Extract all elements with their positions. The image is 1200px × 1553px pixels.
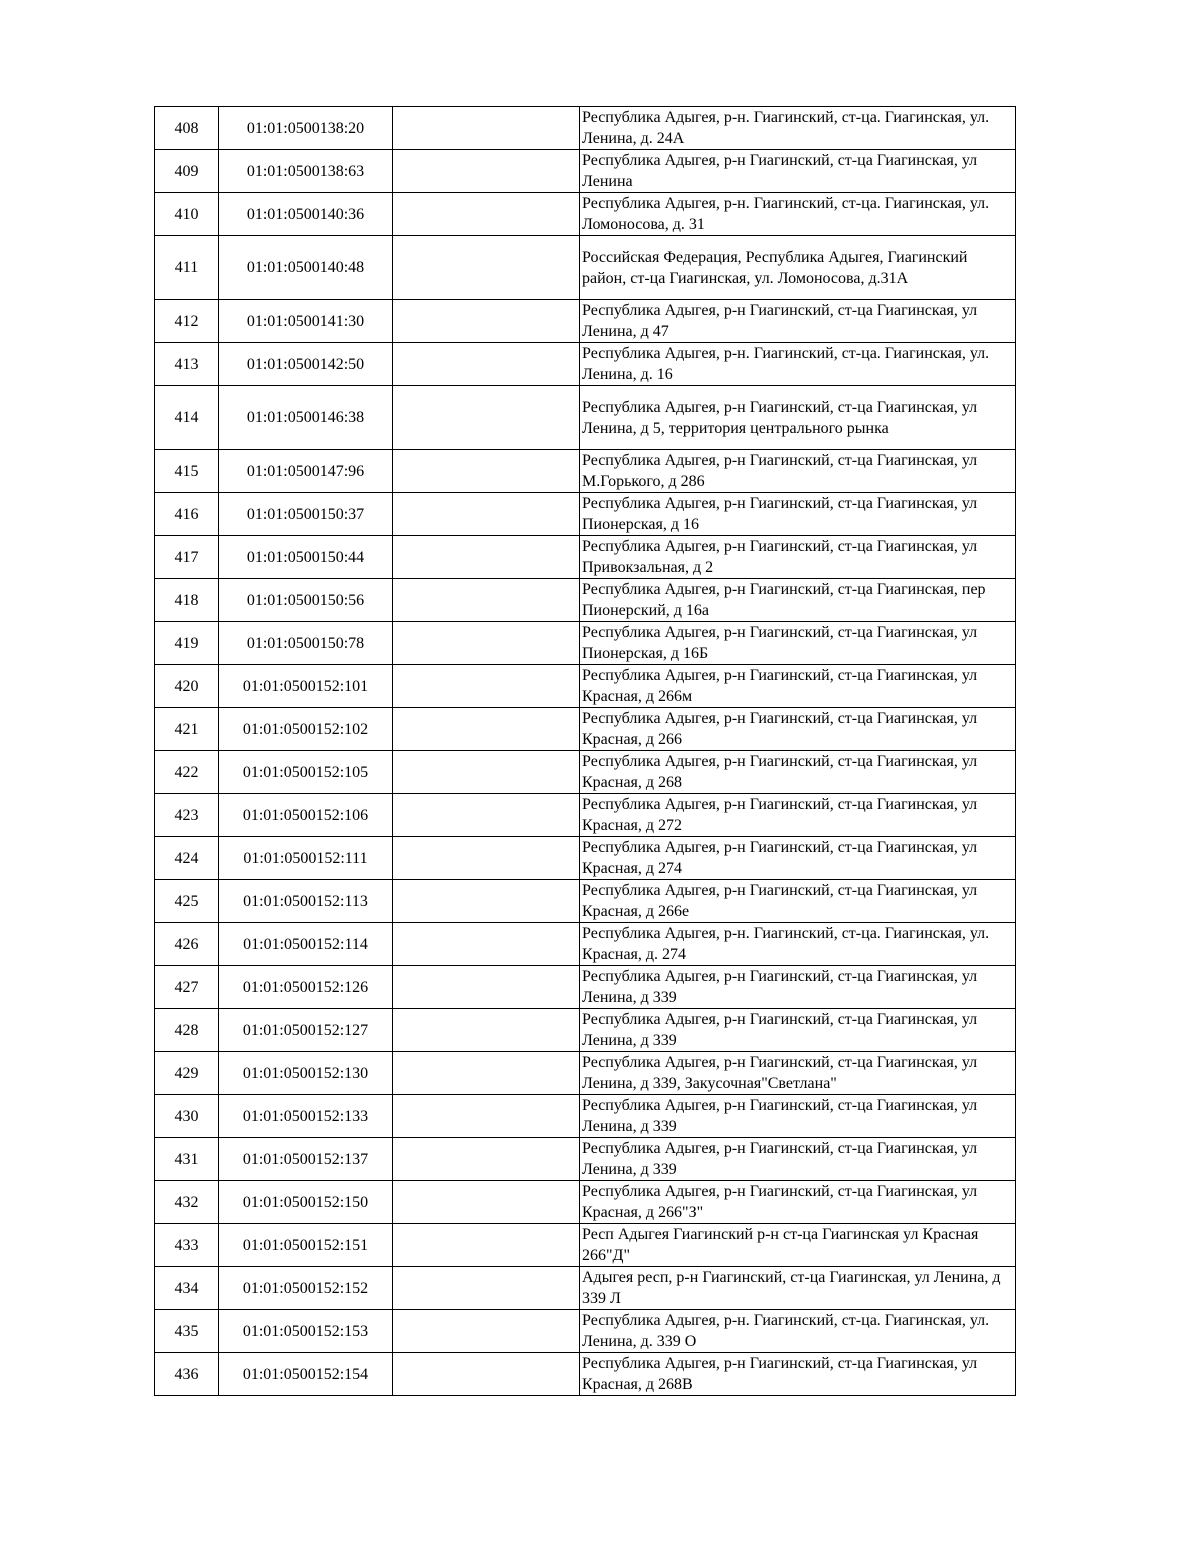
table-row [155,837,1016,880]
row-number: 425 [155,880,219,923]
empty-cell [393,450,580,493]
empty-cell [393,1267,580,1310]
cadastral-number: 01:01:0500147:96 [219,450,393,493]
table-row [155,236,1016,300]
table-row [155,343,1016,386]
table-row [155,579,1016,622]
empty-cell [393,1310,580,1353]
cadastral-number: 01:01:0500152:150 [219,1181,393,1224]
cadastral-number: 01:01:0500152:133 [219,1095,393,1138]
empty-cell [393,1095,580,1138]
table-row [155,1310,1016,1353]
address: Респ Адыгея Гиагинский р-н ст-ца Гиагинская ул Красная 266"Д" [580,1224,1016,1267]
cadastral-number: 01:01:0500152:114 [219,923,393,966]
table-row [155,536,1016,579]
empty-cell [393,150,580,193]
address: Республика Адыгея, р-н. Гиагинский, ст-ца. Гиагинская, ул. Ленина, д. 24А [580,107,1016,150]
empty-cell [393,236,580,300]
row-number: 411 [155,236,219,300]
row-number: 413 [155,343,219,386]
empty-cell [393,1224,580,1267]
table-row [155,1009,1016,1052]
row-number: 432 [155,1181,219,1224]
empty-cell [393,493,580,536]
cadastral-number: 01:01:0500152:101 [219,665,393,708]
empty-cell [393,343,580,386]
table-row [155,450,1016,493]
row-number: 419 [155,622,219,665]
table-row [155,493,1016,536]
cadastral-number: 01:01:0500152:111 [219,837,393,880]
table-row [155,1181,1016,1224]
address: Республика Адыгея, р-н. Гиагинский, ст-ца. Гиагинская, ул. Ленина, д. 16 [580,343,1016,386]
table-row [155,1353,1016,1396]
empty-cell [393,837,580,880]
row-number: 409 [155,150,219,193]
table-row [155,708,1016,751]
address: Республика Адыгея, р-н Гиагинский, ст-ца Гиагинская, ул Красная, д 266м [580,665,1016,708]
table-row [155,966,1016,1009]
cadastral-number: 01:01:0500152:126 [219,966,393,1009]
row-number: 431 [155,1138,219,1181]
table-row [155,622,1016,665]
empty-cell [393,1353,580,1396]
address: Республика Адыгея, р-н Гиагинский, ст-ца Гиагинская, ул Пионерская, д 16 [580,493,1016,536]
table-row [155,1267,1016,1310]
cadastral-number: 01:01:0500140:48 [219,236,393,300]
row-number: 435 [155,1310,219,1353]
address: Республика Адыгея, р-н. Гиагинский, ст-ца. Гиагинская, ул. Красная, д. 274 [580,923,1016,966]
row-number: 418 [155,579,219,622]
row-number: 412 [155,300,219,343]
address: Республика Адыгея, р-н Гиагинский, ст-ца Гиагинская, ул Красная, д 266 [580,708,1016,751]
land-plot-table [154,106,1016,1396]
row-number: 416 [155,493,219,536]
table-row [155,665,1016,708]
cadastral-number: 01:01:0500152:105 [219,751,393,794]
address: Республика Адыгея, р-н Гиагинский, ст-ца Гиагинская, ул Привокзальная, д 2 [580,536,1016,579]
empty-cell [393,665,580,708]
row-number: 421 [155,708,219,751]
row-number: 420 [155,665,219,708]
empty-cell [393,579,580,622]
cadastral-number: 01:01:0500150:56 [219,579,393,622]
cadastral-number: 01:01:0500142:50 [219,343,393,386]
address: Республика Адыгея, р-н Гиагинский, ст-ца Гиагинская, ул Красная, д 274 [580,837,1016,880]
empty-cell [393,1181,580,1224]
table-row [155,751,1016,794]
cadastral-number: 01:01:0500152:130 [219,1052,393,1095]
empty-cell [393,966,580,1009]
address: Республика Адыгея, р-н Гиагинский, ст-ца Гиагинская, ул Ленина, д 339, Закусочная"Светлана" [580,1052,1016,1095]
cadastral-number: 01:01:0500146:38 [219,386,393,450]
empty-cell [393,386,580,450]
address: Республика Адыгея, р-н Гиагинский, ст-ца Гиагинская, пер Пионерский, д 16а [580,579,1016,622]
row-number: 415 [155,450,219,493]
table-row [155,386,1016,450]
cadastral-number: 01:01:0500138:63 [219,150,393,193]
table-row [155,1095,1016,1138]
row-number: 430 [155,1095,219,1138]
table-row [155,1052,1016,1095]
address: Республика Адыгея, р-н Гиагинский, ст-ца Гиагинская, ул Ленина, д 339 [580,1138,1016,1181]
empty-cell [393,107,580,150]
table-row [155,150,1016,193]
empty-cell [393,193,580,236]
table-row [155,923,1016,966]
row-number: 427 [155,966,219,1009]
address: Республика Адыгея, р-н Гиагинский, ст-ца Гиагинская, ул Ленина, д 339 [580,1095,1016,1138]
row-number: 417 [155,536,219,579]
address: Республика Адыгея, р-н Гиагинский, ст-ца Гиагинская, ул Ленина [580,150,1016,193]
address: Республика Адыгея, р-н Гиагинский, ст-ца Гиагинская, ул Красная, д 266е [580,880,1016,923]
table-row [155,1138,1016,1181]
row-number: 414 [155,386,219,450]
cadastral-number: 01:01:0500152:154 [219,1353,393,1396]
address: Республика Адыгея, р-н Гиагинский, ст-ца Гиагинская, ул Красная, д 268 [580,751,1016,794]
table-body [155,107,1016,1396]
cadastral-number: 01:01:0500141:30 [219,300,393,343]
address: Российская Федерация, Республика Адыгея, Гиагинский район, ст-ца Гиагинская, ул. Ломоносова, д.31А [580,236,1016,300]
row-number: 434 [155,1267,219,1310]
address: Республика Адыгея, р-н. Гиагинский, ст-ца. Гиагинская, ул. Ломоносова, д. 31 [580,193,1016,236]
table-row [155,1224,1016,1267]
row-number: 423 [155,794,219,837]
empty-cell [393,300,580,343]
address: Республика Адыгея, р-н Гиагинский, ст-ца Гиагинская, ул Ленина, д 339 [580,1009,1016,1052]
empty-cell [393,1138,580,1181]
address: Республика Адыгея, р-н Гиагинский, ст-ца Гиагинская, ул Красная, д 268В [580,1353,1016,1396]
row-number: 433 [155,1224,219,1267]
cadastral-number: 01:01:0500150:44 [219,536,393,579]
cadastral-number: 01:01:0500152:127 [219,1009,393,1052]
address: Адыгея респ, р-н Гиагинский, ст-ца Гиагинская, ул Ленина, д 339 Л [580,1267,1016,1310]
empty-cell [393,622,580,665]
row-number: 422 [155,751,219,794]
cadastral-number: 01:01:0500152:106 [219,794,393,837]
cadastral-number: 01:01:0500140:36 [219,193,393,236]
cadastral-number: 01:01:0500152:102 [219,708,393,751]
empty-cell [393,923,580,966]
row-number: 428 [155,1009,219,1052]
empty-cell [393,794,580,837]
cadastral-number: 01:01:0500152:152 [219,1267,393,1310]
address: Республика Адыгея, р-н Гиагинский, ст-ца Гиагинская, ул Пионерская, д 16Б [580,622,1016,665]
cadastral-number: 01:01:0500150:78 [219,622,393,665]
cadastral-number: 01:01:0500152:151 [219,1224,393,1267]
empty-cell [393,1052,580,1095]
row-number: 410 [155,193,219,236]
address: Республика Адыгея, р-н. Гиагинский, ст-ца. Гиагинская, ул. Ленина, д. 339 О [580,1310,1016,1353]
cadastral-number: 01:01:0500150:37 [219,493,393,536]
table-row [155,794,1016,837]
empty-cell [393,708,580,751]
empty-cell [393,880,580,923]
table-row [155,880,1016,923]
address: Республика Адыгея, р-н Гиагинский, ст-ца Гиагинская, ул М.Горького, д 286 [580,450,1016,493]
address: Республика Адыгея, р-н Гиагинский, ст-ца Гиагинская, ул Красная, д 266"З" [580,1181,1016,1224]
cadastral-number: 01:01:0500152:153 [219,1310,393,1353]
empty-cell [393,751,580,794]
table-row [155,193,1016,236]
empty-cell [393,536,580,579]
cadastral-number: 01:01:0500138:20 [219,107,393,150]
row-number: 424 [155,837,219,880]
row-number: 426 [155,923,219,966]
row-number: 436 [155,1353,219,1396]
cadastral-number: 01:01:0500152:113 [219,880,393,923]
table-row [155,107,1016,150]
address: Республика Адыгея, р-н Гиагинский, ст-ца Гиагинская, ул Ленина, д 339 [580,966,1016,1009]
address: Республика Адыгея, р-н Гиагинский, ст-ца Гиагинская, ул Ленина, д 5, территория центрального рынка [580,386,1016,450]
row-number: 408 [155,107,219,150]
address: Республика Адыгея, р-н Гиагинский, ст-ца Гиагинская, ул Красная, д 272 [580,794,1016,837]
address: Республика Адыгея, р-н Гиагинский, ст-ца Гиагинская, ул Ленина, д 47 [580,300,1016,343]
table-row [155,300,1016,343]
cadastral-number: 01:01:0500152:137 [219,1138,393,1181]
empty-cell [393,1009,580,1052]
row-number: 429 [155,1052,219,1095]
